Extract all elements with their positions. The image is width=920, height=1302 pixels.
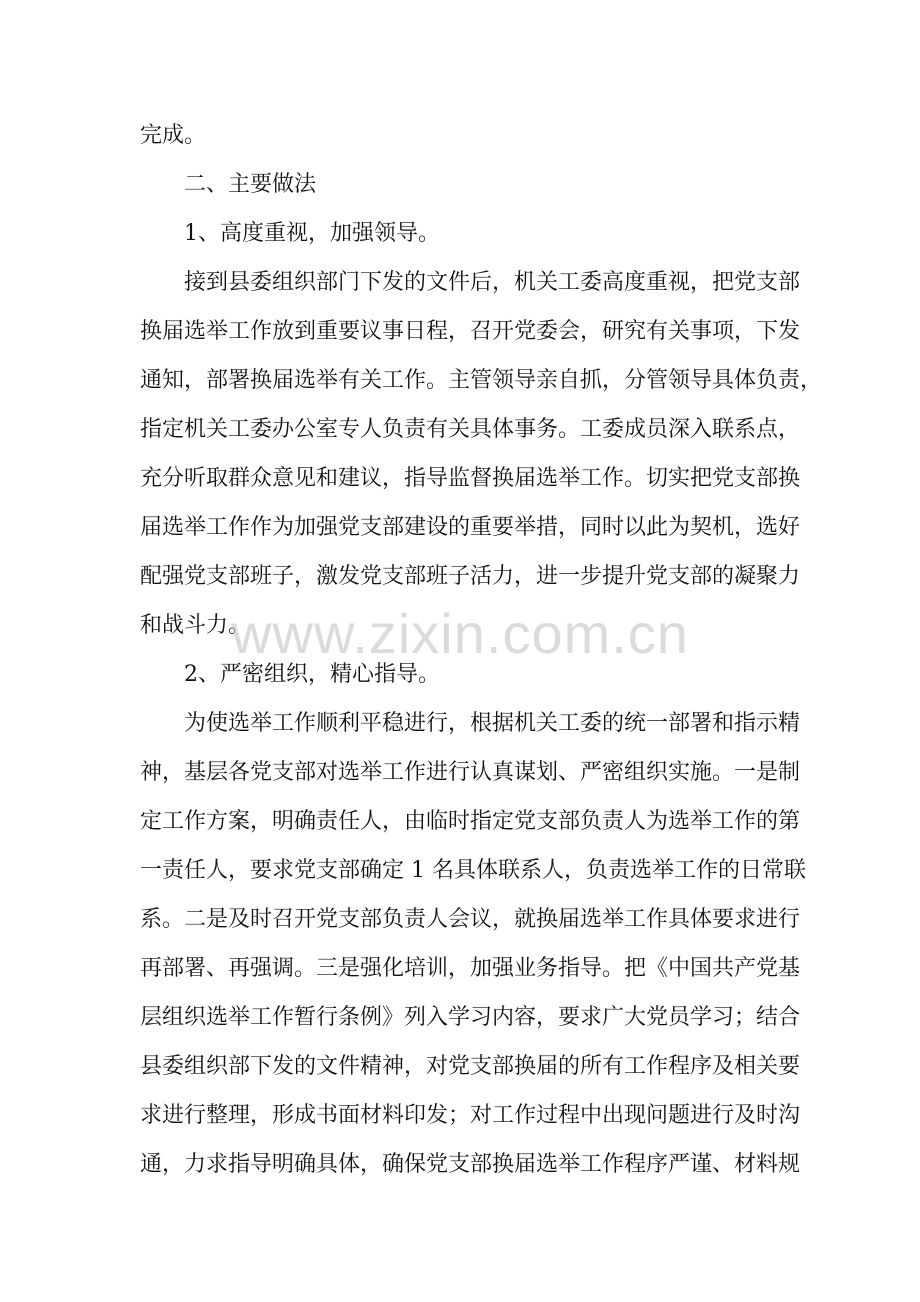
paragraph-2-line: 系。二是及时召开党支部负责人会议，就换届选举工作具体要求进行 [140,907,801,932]
paragraph-1-line: 和战斗力。 [140,613,251,638]
subsection-heading-2: 2、严密组织，精心指导。 [184,662,440,687]
paragraph-2-line: 求进行整理，形成书面材料印发；对工作过程中出现问题进行及时沟 [140,1103,801,1128]
paragraph-2-line: 层组织选举工作暂行条例》列入学习内容，要求广大党员学习；结合 [140,1005,801,1030]
paragraph-1-line: 充分听取群众意见和建议，指导监督换届选举工作。切实把党支部换 [140,466,801,491]
section-heading: 二、主要做法 [184,172,317,197]
paragraph-1-line: 通知，部署换届选举有关工作。主管领导亲自抓，分管领导具体负责， [140,368,823,393]
paragraph-2-line: 再部署、再强调。三是强化培训，加强业务指导。把《中国共产党基 [140,956,801,981]
text-line-continuation: 完成。 [140,123,207,148]
watermark: www.zixin.com.cn [231,602,689,665]
paragraph-2-line: 为使选举工作顺利平稳进行，根据机关工委的统一部署和指示精 [184,711,801,736]
paragraph-1-line: 接到县委组织部门下发的文件后，机关工委高度重视，把党支部 [184,270,801,295]
paragraph-2-line: 通，力求指导明确具体，确保党支部换届选举工作程序严谨、材料规 [140,1152,801,1177]
paragraph-1-line: 指定机关工委办公室专人负责有关具体事务。工委成员深入联系点， [140,417,801,442]
paragraph-1-line: 届选举工作作为加强党支部建设的重要举措，同时以此为契机，选好 [140,515,801,540]
paragraph-1-line: 换届选举工作放到重要议事日程，召开党委会，研究有关事项，下发 [140,319,801,344]
paragraph-2-line: 一责任人，要求党支部确定 1 名具体联系人，负责选举工作的日常联 [140,858,806,883]
paragraph-1-line: 配强党支部班子，激发党支部班子活力，进一步提升党支部的凝聚力 [140,564,801,589]
paragraph-2-line: 神，基层各党支部对选举工作进行认真谋划、严密组织实施。一是制 [140,760,801,785]
subsection-heading-1: 1、高度重视，加强领导。 [184,221,440,246]
paragraph-2-line: 县委组织部下发的文件精神，对党支部换届的所有工作程序及相关要 [140,1054,801,1079]
paragraph-2-line: 定工作方案，明确责任人，由临时指定党支部负责人为选举工作的第 [140,809,801,834]
